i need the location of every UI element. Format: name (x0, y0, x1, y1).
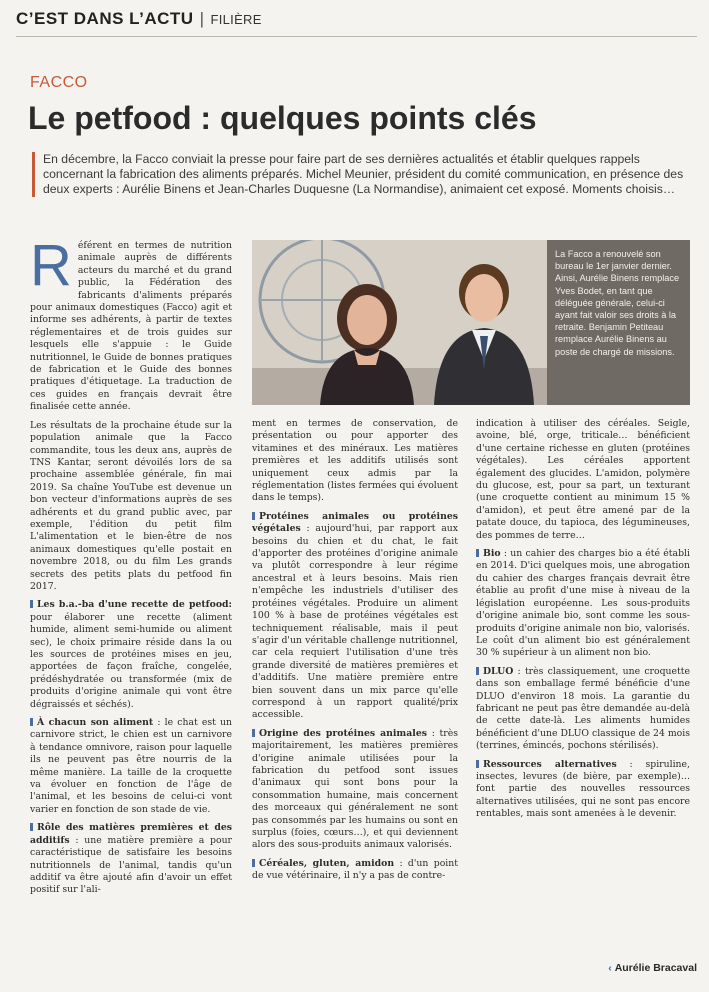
section-recipe-lead: Les b.a.-ba d'une recette de petfood: (30, 599, 232, 610)
paragraph-facco-study: Les résultats de la prochaine étude sur la population animale que la Facco commandite, tous les deux ans, auprès de TNS Kantar, seront dévoilés lors de sa prochaine assemblée générale, fin mai 2019. Sa chaîne YouTube est devenue un bon vecteur d'informations auprès de ses adhérents et du grand public avec, par exemple, l'édition du petit film L'alimentation et le bien-être de nos animaux domestiques qu'elle postait en novembre 2018, ou du film Les grands secrets des petits plats du petfood fin 2017. (30, 419, 232, 592)
section-proteins-text: : aujourd'hui, par rapport aux besoins du chien et du chat, le fait d'apporter des protéines d'origine animale va plutôt correspondre à leur régime ancestral et à leurs besoins. Mais rien n'empêche les industriels d'utiliser des protéines végétales. Produire un aliment 100 % à base de protéines végétales est techniquement réalisable, mais il peut s'agir d'un véritable challenge nutritionnel, car cela requiert l'utilisation d'une très grande diversité de matières premières et d'additifs. Une matière première entre bien souvent dans un mix parce qu'elle correspond à un rapport qualité/prix accessible. (252, 523, 458, 721)
column-3 (476, 418, 690, 968)
section-alternatives-lead: Ressources alternatives (476, 759, 617, 770)
section-raw-materials-text: : une matière première a pour caractéristique de satisfaire les besoins nutritionnels de l'animal, tandis qu'un additif va être ajouté afin d'avoir un effet positif sur l'ali- (30, 834, 232, 896)
section-food-lead: À chacun son aliment (30, 717, 153, 728)
section-proteins-lead: Protéines animales ou protéines végétales (252, 510, 458, 535)
section-cereals-lead: Céréales, gluten, amidon (252, 858, 394, 869)
section-raw-materials (30, 822, 232, 896)
column-1 (30, 240, 232, 985)
section-cereals-text: : d'un point de vue vétérinaire, il n'y a pas de contre- (252, 857, 458, 882)
rubric-separator: | (199, 9, 205, 28)
article-lead: En décembre, la Facco conviait la presse pour faire part de ses dernières actualités et établir quelques rappels concernant la fabrication des aliments préparés. Michel Meunier, président du comité communication, en présence des deux experts : Aurélie Binens et Jean-Charles Duquesne (La Normandise), animaient cet exposé. Moments choisis… (32, 152, 692, 197)
photo-caption: La Facco a renouvelé son bureau le 1er janvier dernier. Ainsi, Aurélie Binens remplace Yves Bodet, en tant que déléguée générale, celui-ci ayant fait valoir ses droits à la retraite. Benjamin Petiteau remplace Aurélie Binens au poste de chargé de missions. (547, 240, 690, 405)
section-recipe-text: pour élaborer une recette (aliment humide, aliment semi-humide ou aliment sec), le choix primaire réside dans la ou les sources de protéines mises en jeu, apportées de façon fraîche, congelée, prédéshydratée ou transformée (mix de produits d'origine animale qui vont être dégraissés et séchés). (30, 611, 232, 710)
photo-illustration (252, 240, 547, 405)
article-photo (252, 240, 547, 405)
section-dluo-lead: DLUO (476, 666, 513, 677)
section-food-text: : le chat est un carnivore strict, le chien est un carnivore à tendance omnivore, raison pour laquelle ils ne peuvent pas être nourris de la même manière. La taille de la croquette va évoluer en fonction de l'âge de l'animal, et les besoins de celui-ci vont varier en fonction de son stade de vie. (30, 717, 232, 815)
section-alternatives (476, 759, 690, 821)
section-bio (476, 548, 690, 660)
section-raw-materials-lead: Rôle des matières premières et des additifs (30, 822, 232, 846)
section-proteins (252, 511, 458, 722)
intro-paragraph (30, 240, 232, 414)
section-origin-lead: Origine des protéines animales (252, 728, 427, 739)
author-signature (608, 962, 697, 974)
section-origin (252, 728, 458, 852)
chevron-left-icon: ‹ (608, 962, 612, 974)
paragraph-cereals-continued: indication à utiliser des céréales. Seigle, avoine, blé, orge, triticale… bénéficient d'une certaine richesse en gluten (protéines végétales). Les céréales apportent également des glucides. L'amidon, polymère du glucose, est, pour sa part, un texturant (une croquette contient au minimum 15 % d'amidon), et peut être amené par de la patate douce, du tapioca, des légumineuses, des pommes de terre… (476, 418, 690, 541)
rubric-subtitle: FILIÈRE (210, 12, 262, 27)
column-2 (252, 418, 458, 983)
dropcap: R (30, 240, 72, 298)
section-alternatives-text: : spiruline, insectes, levures (de bière, par exemple)… font partie des nouvelles ressources alternatives utilisées, qui ne sont pas encore rentables, mais sont amenées à le devenir. (476, 758, 690, 820)
intro-text: éférent en termes de nutrition animale auprès de différents acteurs du marché et du grand public, la Fédération des fabricants d'aliments préparés pour animaux domestiques (Facco) agit et informe ses adhérents, à partir de textes réglementaires et de trois guides sur lesquels elle s'appuie : le Guide nutritionnel, le Guide de bonnes pratiques de fabrication et le Guide des bonnes pratiques d'étiquetage. La traduction de ces guides en français devrait être finalisée cette année. (30, 240, 232, 413)
section-dluo-text: : très classiquement, une croquette dans son emballage fermé bénéficie d'une DLUO d'environ 18 mois. La garantie du fabricant ne peut pas être demandée au-delà de cette date-là. Les aliments humides bénéficient d'une DLUO classique de 24 mois (terrines, émincés, pochons stérilisés). (476, 665, 690, 752)
author-name: Aurélie Bracaval (614, 962, 697, 974)
paragraph-additives-continued: ment en termes de conservation, de présentation ou pour apporter des vitamines et des minéraux. Les matières premières et les additifs utilisés sont uniquement ceux admis par la réglementation (listes fermées qui évoluent dans le temps). (252, 418, 458, 504)
section-origin-text: : très majoritairement, les matières premières d'origine animale utilisées pour la fabrication du petfood sont issues d'animaux qui sont bons pour la consommation humaine, mais concernent des morceaux qui généralement ne sont pas consommés par les humains ou sont en surplus (foies, cœurs…), et qui deviennent alors des sous-produits animaux valorisés. (252, 727, 458, 851)
section-cereals (252, 858, 458, 883)
rubric-title: C’EST DANS L’ACTU (16, 9, 194, 28)
section-food (30, 717, 232, 816)
section-recipe (30, 599, 232, 711)
section-rubric (16, 9, 262, 33)
title-light: Le petfood : (28, 100, 220, 136)
section-bio-text: : un cahier des charges bio a été établi en 2014. D'ici quelques mois, une abrogation du cahier des charges français devrait être établie au profit d'une mise à niveau de la législation européenne. Les sous-produits d'origine animale bio, sont comme les sous-produits d'origine animale non bio, valorisés. Le coût d'un aliment bio est généralement 30 % supérieur à un aliment non bio. (476, 548, 690, 659)
article-title (28, 98, 536, 138)
article-kicker: FACCO (30, 74, 88, 91)
title-bold: quelques points clés (219, 100, 537, 136)
section-dluo (476, 666, 690, 753)
section-bio-lead: Bio (476, 548, 501, 559)
header-divider (16, 36, 697, 37)
